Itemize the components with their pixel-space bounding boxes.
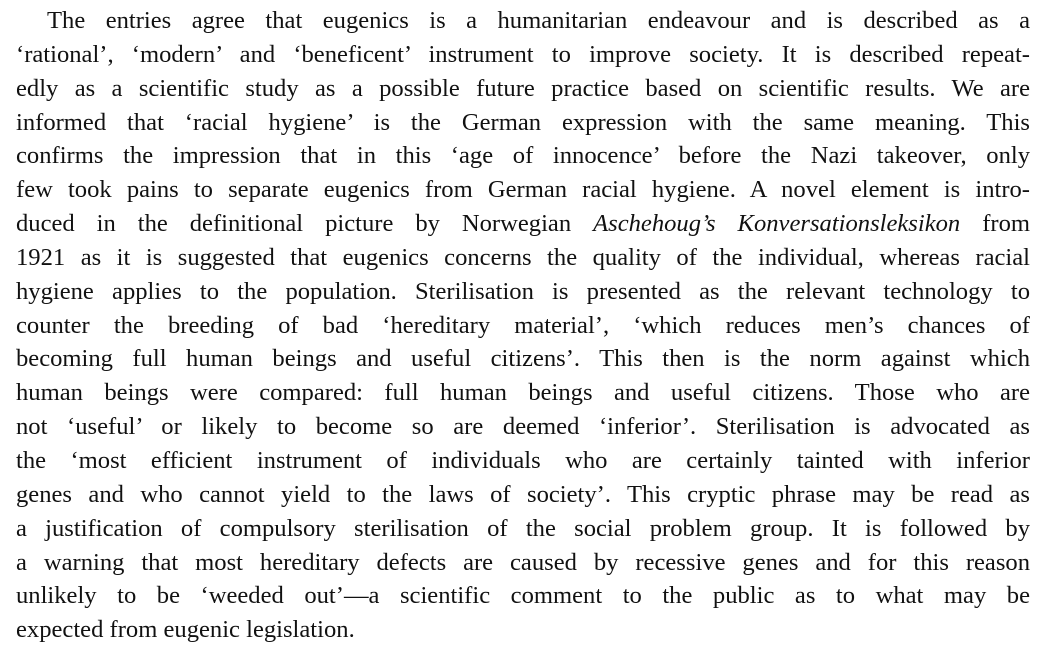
text-line bbox=[16, 241, 1030, 275]
text-line bbox=[16, 309, 1030, 343]
text-segment: becoming full human beings and useful citizens’. This then is the norm against which bbox=[16, 345, 1030, 373]
text-segment: duced in the definitional picture by Norwegian bbox=[16, 210, 594, 238]
text-segment: 1921 as it is suggested that eugenics concerns the quality of the individual, whereas racial bbox=[16, 243, 1030, 271]
italic-title: Aschehoug’s Konversationsleksikon bbox=[593, 210, 961, 238]
text-line bbox=[16, 275, 1030, 309]
text-segment: not ‘useful’ or likely to become so are deemed ‘inferior’. Sterilisation is advocated as bbox=[16, 413, 1030, 441]
text-segment: counter the breeding of bad ‘hereditary material’, ‘which reduces men’s chances of bbox=[16, 311, 1030, 339]
document-page bbox=[16, 4, 1030, 647]
text-line bbox=[16, 139, 1030, 173]
text-segment: confirms the impression that in this ‘age of innocence’ before the Nazi takeover, only bbox=[16, 142, 1030, 170]
text-line bbox=[16, 512, 1030, 546]
body-paragraph bbox=[16, 4, 1030, 647]
text-segment: human beings were compared: full human beings and useful citizens. Those who are bbox=[16, 379, 1030, 407]
text-line bbox=[16, 342, 1030, 376]
text-segment: the ‘most efficient instrument of individuals who are certainly tainted with inferior bbox=[16, 446, 1030, 474]
text-segment: few took pains to separate eugenics from German racial hygiene. A novel element is intro- bbox=[16, 176, 1030, 204]
text-segment: ‘rational’, ‘modern’ and ‘beneficent’ instrument to improve society. It is described repeat- bbox=[16, 40, 1030, 68]
text-line bbox=[16, 106, 1030, 140]
text-segment: informed that ‘racial hygiene’ is the German expression with the same meaning. This bbox=[16, 108, 1030, 136]
text-line bbox=[16, 579, 1030, 613]
text-line bbox=[16, 376, 1030, 410]
text-segment: a justification of compulsory sterilisation of the social problem group. It is followed by bbox=[16, 514, 1030, 542]
text-line bbox=[16, 72, 1030, 106]
text-line bbox=[16, 173, 1030, 207]
text-segment: expected from eugenic legislation. bbox=[16, 616, 355, 644]
text-line bbox=[16, 410, 1030, 444]
text-line bbox=[16, 478, 1030, 512]
text-segment: edly as a scientific study as a possible future practice based on scientific results. We are bbox=[16, 74, 1030, 102]
text-line bbox=[16, 613, 1030, 647]
text-line bbox=[16, 444, 1030, 478]
text-segment: unlikely to be ‘weeded out’—a scientific comment to the public as to what may be bbox=[16, 582, 1030, 610]
text-line bbox=[16, 38, 1030, 72]
text-segment: from bbox=[960, 210, 1030, 238]
text-segment: The entries agree that eugenics is a humanitarian endeavour and is described as a bbox=[47, 7, 1030, 34]
text-segment: a warning that most hereditary defects are caused by recessive genes and for this reason bbox=[16, 548, 1030, 576]
text-segment: hygiene applies to the population. Sterilisation is presented as the relevant technology to bbox=[16, 277, 1030, 305]
text-line bbox=[16, 4, 1030, 38]
text-line bbox=[16, 207, 1030, 241]
text-line bbox=[16, 546, 1030, 580]
text-segment: genes and who cannot yield to the laws of society’. This cryptic phrase may be read as bbox=[16, 480, 1030, 508]
